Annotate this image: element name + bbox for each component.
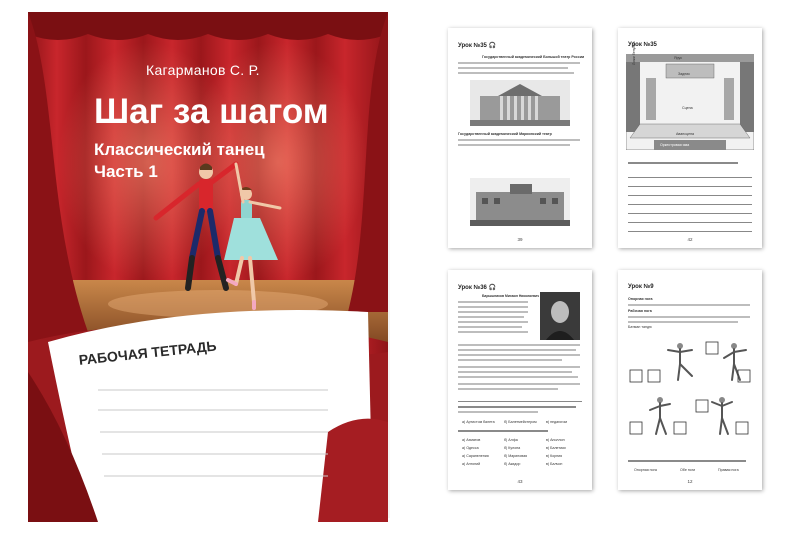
page-number: 42 — [687, 237, 693, 242]
text-line — [628, 316, 750, 318]
option[interactable]: в) Балетики — [546, 446, 566, 450]
text-line — [458, 67, 568, 69]
text-line — [628, 162, 738, 164]
text-line — [458, 388, 558, 390]
text-line — [458, 376, 578, 378]
text-line — [458, 366, 580, 368]
dancer-positions-diagram — [626, 336, 754, 456]
text-line — [458, 430, 548, 432]
page-lesson-35-stage — [618, 28, 762, 248]
page-heading: Урок №35 🎧 — [458, 43, 497, 49]
text-line — [458, 406, 576, 408]
option[interactable]: б) Балетмейстером — [504, 420, 537, 424]
option[interactable]: б) Акидор — [504, 462, 521, 466]
text-line — [458, 62, 580, 64]
footer-option[interactable]: Обе ноги — [680, 468, 696, 472]
theater-bolshoi-image — [470, 80, 570, 126]
footer-option[interactable]: Опорная нога — [634, 468, 657, 472]
theater-mariinsky-image — [470, 178, 570, 226]
option[interactable]: а) Ахматов — [462, 438, 481, 442]
answer-line[interactable] — [628, 224, 752, 232]
label-yarus: Ярус — [674, 56, 683, 60]
text-line — [458, 383, 580, 385]
page-heading: Урок №36 🎧 — [458, 285, 497, 291]
answer-line[interactable] — [628, 215, 752, 223]
label-batman-tandyu: Батман тандю — [628, 325, 652, 329]
page-number: 43 — [517, 479, 523, 484]
text-line — [458, 301, 528, 303]
page-lesson-35-theaters — [448, 28, 592, 248]
option[interactable]: в) Балчон — [546, 462, 563, 466]
text-line — [458, 321, 528, 323]
portrait-photo — [540, 292, 580, 340]
cover-illustration — [28, 12, 388, 522]
text-line — [458, 349, 576, 351]
text-line — [458, 331, 528, 333]
cover-workbook-label: РАБОЧАЯ ТЕТРАДЬ — [78, 337, 218, 368]
label-opornaya-noga: Опорная нога — [628, 297, 653, 301]
answer-line[interactable] — [458, 394, 582, 402]
text-line — [458, 72, 574, 74]
option[interactable]: а) Одесса — [462, 446, 479, 450]
option[interactable]: в) Аполлон — [546, 438, 565, 442]
text-line — [458, 354, 580, 356]
page-number: 12 — [687, 479, 693, 484]
paragraph-mariinsky: Государственный академический Мариинский театр — [458, 132, 552, 136]
person-caption: Барышников Михаил Николаевич — [482, 294, 540, 298]
cover-title: Шаг за шагом — [94, 92, 329, 131]
page-lesson-36 — [448, 270, 592, 490]
page-heading: Урок №9 — [628, 284, 654, 290]
cover-subtitle: Классический танец — [94, 140, 265, 159]
option[interactable]: в) педагогом — [546, 420, 567, 424]
answer-line[interactable] — [628, 206, 752, 214]
label-lozhi-benuara: Ложи бенуара — [632, 41, 636, 65]
text-line — [458, 371, 572, 373]
option[interactable]: а) Артистом балета — [462, 420, 495, 424]
label-orkestrovaya-yama: Оркестровая яма — [660, 143, 690, 147]
label-scena: Сцена — [682, 106, 693, 110]
label-avanscena: Авансцена — [676, 132, 695, 136]
text-line — [628, 321, 738, 323]
answer-line[interactable] — [628, 188, 752, 196]
text-line — [628, 304, 750, 306]
text-line — [458, 306, 528, 308]
text-line — [458, 344, 580, 346]
text-line — [458, 411, 538, 413]
answer-line[interactable] — [628, 179, 752, 187]
workbook-cover — [28, 12, 388, 522]
answer-line[interactable] — [628, 170, 752, 178]
label-zadnik: Задник — [678, 72, 690, 76]
page-heading: Урок №35 — [628, 42, 657, 48]
option[interactable]: а) Антоний — [462, 462, 481, 466]
text-line — [628, 460, 746, 462]
page-lesson-9 — [618, 270, 762, 490]
option[interactable]: б) Алфа — [504, 438, 518, 442]
text-line — [458, 359, 562, 361]
cover-part: Часть 1 — [94, 162, 158, 181]
footer-option[interactable]: Правая нога — [718, 468, 739, 472]
answer-line[interactable] — [628, 197, 752, 205]
label-rabochaya-noga: Рабочая нога — [628, 309, 652, 313]
text-line — [458, 144, 570, 146]
text-line — [458, 326, 522, 328]
cover-author: Кагарманов С. Р. — [146, 62, 260, 78]
option[interactable]: б) Кулона — [504, 446, 521, 450]
option[interactable]: в) Корпия — [546, 454, 563, 458]
paragraph-bolshoi: Государственный академический Большой театр России — [482, 55, 585, 59]
page-number: 39 — [517, 237, 523, 242]
text-line — [458, 316, 524, 318]
option[interactable]: б) Мариновая — [504, 454, 528, 458]
text-line — [458, 311, 528, 313]
text-line — [458, 139, 580, 141]
option[interactable]: а) Сарапеления — [462, 454, 489, 458]
